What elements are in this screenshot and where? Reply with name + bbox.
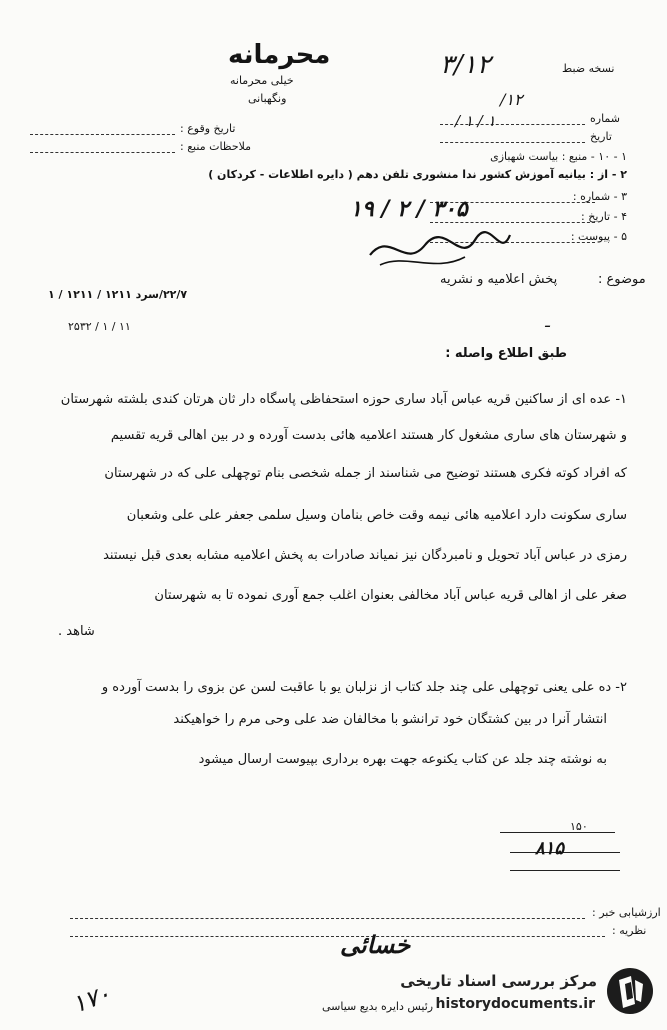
subtitle-line-2: ونگهبانی: [248, 92, 287, 105]
opinion-label: نظریه :: [612, 924, 647, 937]
occurrence-date-rule: [30, 134, 175, 135]
paragraph-1-line-6: صغر علی از اهالی قریه عباس آباد مخالفی بعنوان اغلب جمع آوری نموده تا به شهرستان: [154, 588, 627, 603]
stamp-rule-1: [500, 832, 615, 833]
stamp-line-2: ۸۱۵: [535, 838, 565, 859]
paragraph-1-line-1: ۱- عده ای از ساکنین قریه عباس آباد ساری حوزه استحفاظی پاسگاه دار ثان هرتان کندی بلشته شهرستان: [60, 392, 627, 407]
paragraph-2-line-2: انتشار آنرا در بین کشتگان خود ترانشو با مخالفان ضد علی وحی مرم را خواهیکند: [173, 712, 607, 727]
handwritten-scribble: [365, 225, 515, 275]
watermark-text-fa: مرکز بررسی اسناد تاریخی: [400, 972, 597, 990]
document-title: محرمانه: [228, 40, 331, 70]
opinion-rule: [70, 936, 605, 937]
left-date-line-1: ۲۲/۷/سرد ۱۲۱۱ / ۱۲۱۱ / ۱: [48, 288, 188, 301]
signer-title: رئیس دایره بدیع سیاسی: [322, 1000, 434, 1013]
paragraph-1-line-7: شاهد .: [58, 624, 95, 639]
stamp-rule-3: [510, 870, 620, 871]
date-value: ۱ / ۱ /: [455, 112, 496, 130]
handwritten-reference: ۳۰۵ / ۲ / ۱۹: [350, 196, 468, 222]
meta-row-4: ۴ - تاریخ :: [581, 210, 627, 223]
paragraph-2-line-3: به نوشته چند جلد عن کتاب یکنوعه جهت بهره برداری بپیوست ارسال میشود: [198, 752, 607, 767]
occurrence-date-label: تاریخ وقوع :: [180, 122, 236, 135]
paragraph-1-line-4: ساری سکونت دارد اعلامیه هائی نیمه وقت خاص بنامان وسیل سلمی جعفر علی علی وشعبان: [126, 508, 627, 523]
meta-row-5: ۵ - پیوست :: [570, 230, 627, 243]
archive-logo-icon: [605, 966, 655, 1016]
evaluation-label: ارزشیابی خبر :: [592, 906, 661, 919]
meta-row-3: ۳ - شماره :: [572, 190, 627, 203]
source-remarks-label: ملاحظات منبع :: [180, 140, 252, 153]
number-value: ۱۲/: [500, 90, 523, 109]
paragraph-2-line-1: ۲- ده علی یعنی توچهلی علی چند جلد کتاب از نزلبان یو با عاقبت لسن عن بزوی را بدست آورده و: [101, 680, 627, 695]
source-remarks-rule: [30, 152, 175, 153]
signature: خسائی: [340, 930, 411, 959]
handwritten-number: ۳/۱۲: [440, 50, 491, 80]
watermark-text-en: historydocuments.ir: [435, 996, 595, 1012]
meta-row-4-rule: [430, 222, 595, 223]
stamp-line-1: ۱۵۰: [570, 820, 588, 833]
meta-row-2: ۲ - از : بیانیه آموزش کشور ندا منشوری تلفن دهم ( دایره اطلاعات - کردکان ): [208, 168, 627, 181]
subject-label: موضوع :: [598, 272, 646, 287]
handwritten-subject-number: [545, 312, 550, 331]
left-date-line-2: ۲۵۳۲ / ۱ / ۱۱: [68, 320, 131, 333]
paragraph-1-line-2: و شهرستان های ساری مشغول کار هستند اعلامیه هائی بدست آورده و در بین اهالی قریه تقسیم: [110, 428, 627, 443]
subtitle-line-1: خیلی محرمانه: [230, 74, 294, 87]
meta-row-1: ۱ - ۱۰ - منبع : بیاست شهبازی: [490, 150, 627, 163]
greeting: طبق اطلاع واصله :: [445, 346, 567, 361]
paragraph-1-line-5: رمزی در عباس آباد تحویل و نامبردگان نیز نمیاند صادرات به پخش اعلامیه مشابه بعدی قبل نیستند: [103, 548, 627, 563]
copy-label: نسخه ضبط: [562, 62, 615, 75]
paragraph-1-line-3: که افراد کوته فکری هستند توضیح می شناسند از جمله شخصی بنام توچهلی علی که در شهرستان: [104, 466, 627, 481]
date-rule: [440, 142, 585, 143]
handwritten-page-number: ۱۷۰: [68, 979, 115, 1019]
date-label: تاریخ: [590, 130, 612, 143]
subject-value: پخش اعلامیه و نشریه: [440, 272, 558, 287]
stamp-rule-2: [510, 852, 620, 853]
number-label: شماره: [590, 112, 621, 125]
evaluation-rule: [70, 918, 585, 919]
subject-scribble-icon: ـ: [545, 312, 550, 331]
